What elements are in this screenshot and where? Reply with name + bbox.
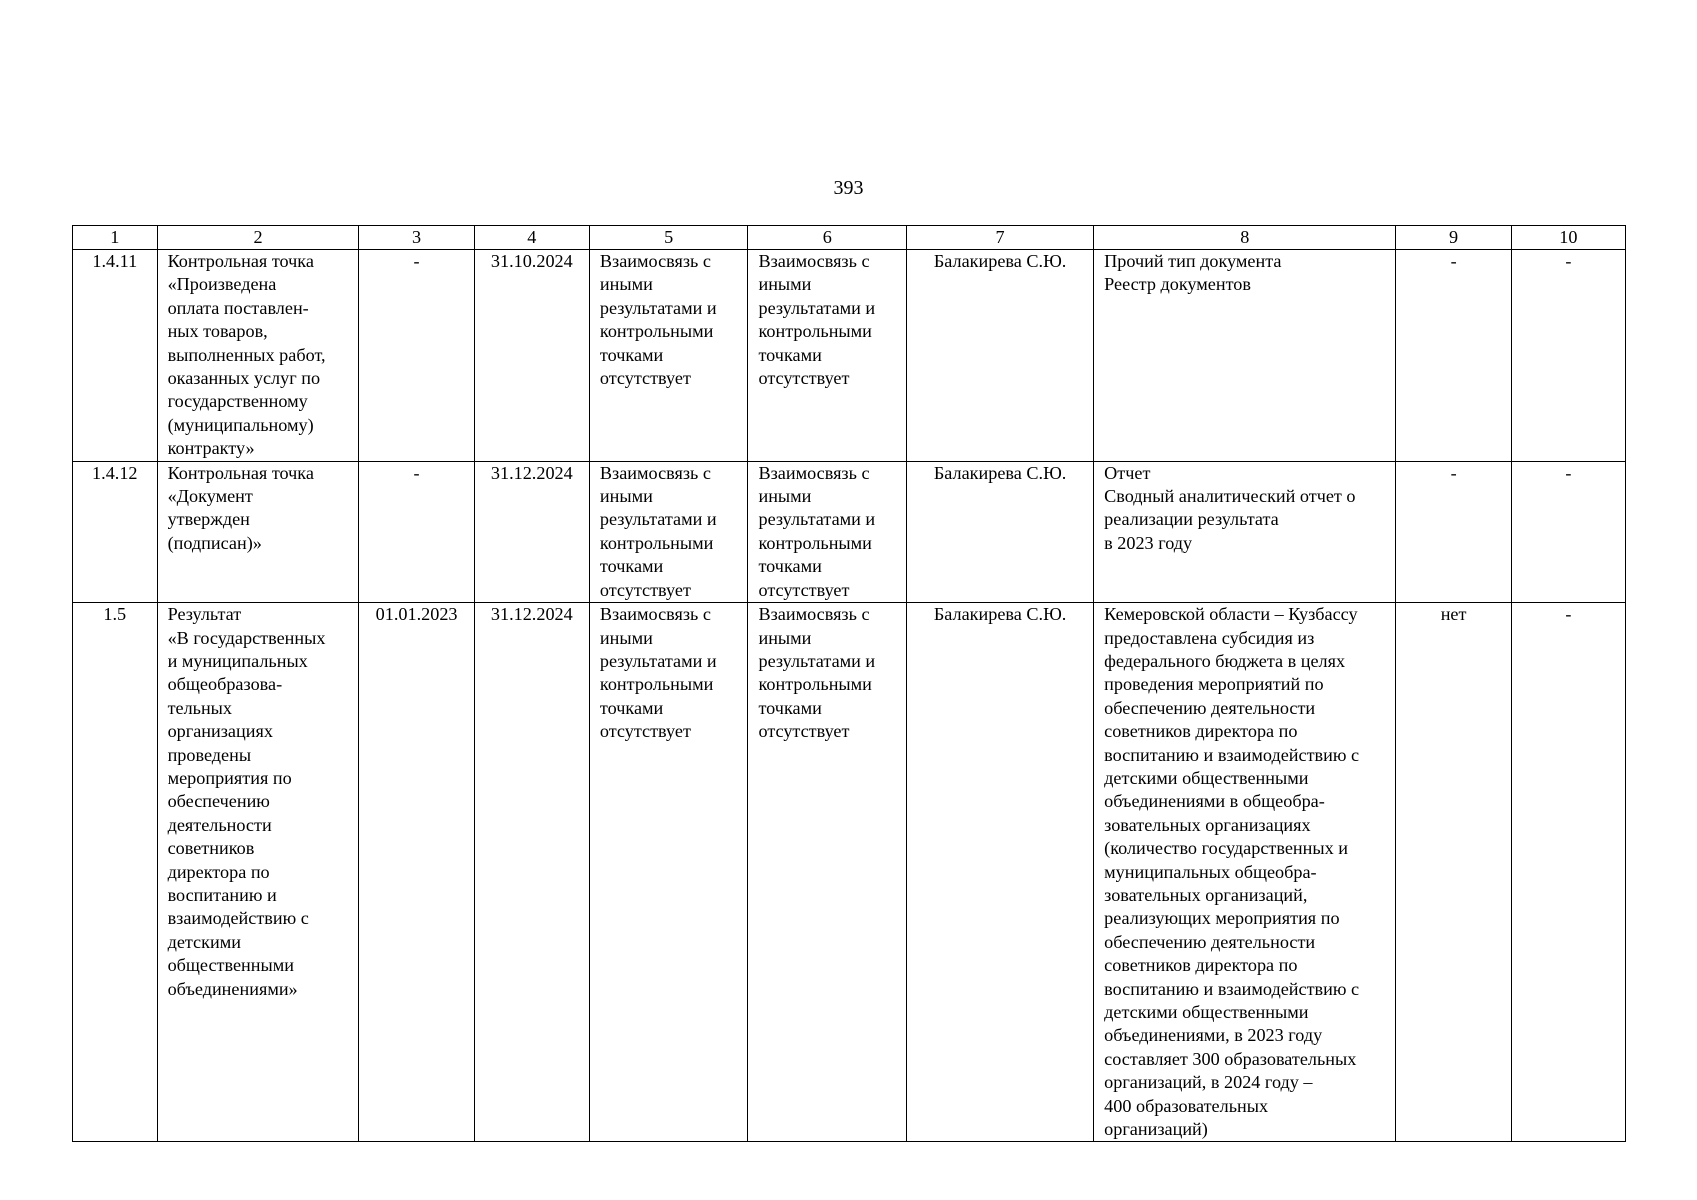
column-10-value: - bbox=[1511, 603, 1625, 1142]
responsible-person: Балакирева С.Ю. bbox=[907, 250, 1094, 462]
table-row bbox=[73, 250, 1626, 462]
page-number: 393 bbox=[833, 177, 864, 199]
column-number: 10 bbox=[1511, 226, 1625, 250]
predecessor-link: Взаимосвязь с иными результатами и контрольными точками отсутствует bbox=[589, 461, 748, 602]
item-name: Контрольная точка «Документ утвержден (подписан)» bbox=[157, 461, 359, 602]
item-name: Результат «В государственных и муниципальных общеобразова- тельных организациях проведены мероприятия по обеспечению деятельности советников директора по воспитанию и взаимодействию с детскими общественными объединениями» bbox=[157, 603, 359, 1142]
column-number: 9 bbox=[1396, 226, 1511, 250]
document-type: Кемеровской области – Кузбассу предоставлена субсидия из федерального бюджета в целях проведения мероприятий по обеспечению деятельности советников директора по воспитанию и взаимодействию с детскими общественными объединениями в общеобра- зовательных организациях (количество государственных и муниципальных общеобра- зовательных организаций, реализующих мероприятия по обеспечению деятельности советников директора по воспитанию и взаимодействию с детскими общественными объединениями, в 2023 году составляет 300 образовательных организаций, в 2024 году – 400 образовательных организаций) bbox=[1094, 603, 1396, 1142]
column-10-value: - bbox=[1511, 250, 1625, 462]
document-type: Прочий тип документа Реестр документов bbox=[1094, 250, 1396, 462]
column-number: 1 bbox=[73, 226, 158, 250]
start-date: - bbox=[359, 250, 474, 462]
column-9-value: - bbox=[1396, 250, 1511, 462]
predecessor-link: Взаимосвязь с иными результатами и контрольными точками отсутствует bbox=[589, 603, 748, 1142]
end-date: 31.12.2024 bbox=[474, 603, 589, 1142]
end-date: 31.10.2024 bbox=[474, 250, 589, 462]
column-number: 3 bbox=[359, 226, 474, 250]
column-number: 5 bbox=[589, 226, 748, 250]
document-type: Отчет Сводный аналитический отчет о реализации результата в 2023 году bbox=[1094, 461, 1396, 602]
column-number: 6 bbox=[748, 226, 907, 250]
successor-link: Взаимосвязь с иными результатами и контрольными точками отсутствует bbox=[748, 461, 907, 602]
row-number: 1.5 bbox=[73, 603, 158, 1142]
column-number: 7 bbox=[907, 226, 1094, 250]
row-number: 1.4.12 bbox=[73, 461, 158, 602]
responsible-person: Балакирева С.Ю. bbox=[907, 603, 1094, 1142]
table-row bbox=[73, 461, 1626, 602]
successor-link: Взаимосвязь с иными результатами и контрольными точками отсутствует bbox=[748, 250, 907, 462]
column-number: 4 bbox=[474, 226, 589, 250]
column-9-value: нет bbox=[1396, 603, 1511, 1142]
table-row bbox=[73, 603, 1626, 1142]
end-date: 31.12.2024 bbox=[474, 461, 589, 602]
start-date: 01.01.2023 bbox=[359, 603, 474, 1142]
start-date: - bbox=[359, 461, 474, 602]
item-name: Контрольная точка «Произведена оплата поставлен- ных товаров, выполненных работ, оказанных услуг по государственному (муниципальному) контракту» bbox=[157, 250, 359, 462]
row-number: 1.4.11 bbox=[73, 250, 158, 462]
column-number: 2 bbox=[157, 226, 359, 250]
predecessor-link: Взаимосвязь с иными результатами и контрольными точками отсутствует bbox=[589, 250, 748, 462]
plan-table bbox=[72, 225, 1626, 1142]
column-number: 8 bbox=[1094, 226, 1396, 250]
successor-link: Взаимосвязь с иными результатами и контрольными точками отсутствует bbox=[748, 603, 907, 1142]
column-9-value: - bbox=[1396, 461, 1511, 602]
column-number-row bbox=[73, 226, 1626, 250]
responsible-person: Балакирева С.Ю. bbox=[907, 461, 1094, 602]
column-10-value: - bbox=[1511, 461, 1625, 602]
